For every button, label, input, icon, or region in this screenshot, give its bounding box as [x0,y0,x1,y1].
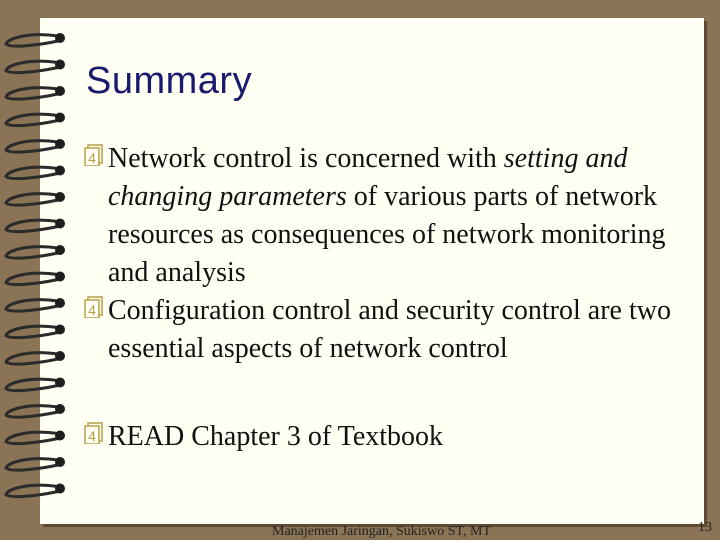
binding-ring [6,406,58,417]
binding-hole [55,219,65,229]
bullet-text-1-italic: setting and changing parameters [108,143,628,212]
bullet-item-1 [84,140,694,292]
binding-ring [6,88,58,99]
binding-hole [55,33,65,43]
binding-hole [55,272,65,282]
bullet-list [84,140,694,456]
binding-ring [6,353,58,364]
binding-ring [6,432,58,443]
binding-hole [55,404,65,414]
binding-hole [55,325,65,335]
binding-hole [55,60,65,70]
bullet-item-3 [84,418,694,456]
binding-hole [55,431,65,441]
numbered-box-icon [84,296,104,318]
binding-hole [55,139,65,149]
binding-hole [55,378,65,388]
binding-hole [55,351,65,361]
numbered-box-icon [84,144,104,166]
binding-ring [6,61,58,72]
page-number: 13 [698,520,712,535]
binding-ring [6,194,58,205]
binding-ring [6,220,58,231]
binding-ring [6,35,58,46]
bullet-text-1b: of various parts of network resources as consequences of network monitoring and analysis [108,181,666,288]
slide-title: Summary [86,60,253,102]
binding-ring [6,379,58,390]
binding-ring [6,273,58,284]
bullet-item-2 [84,292,694,368]
binding-hole [55,113,65,123]
binding-ring [6,141,58,152]
binding-hole [55,166,65,176]
svg-text:4: 4 [88,428,96,444]
binding-ring [6,167,58,178]
slide-footer: Manajemen Jaringan, Sukiswo ST, MT [272,524,492,539]
svg-text:4: 4 [88,302,96,318]
svg-text:4: 4 [88,150,96,166]
bullet-text-2: Configuration control and security control are two essential aspects of network control [108,295,671,364]
binding-hole [55,86,65,96]
binding-ring [6,300,58,311]
spiral-binding [0,0,80,540]
binding-hole [55,298,65,308]
binding-ring [6,459,58,470]
binding-ring [6,247,58,258]
binding-ring [6,114,58,125]
bullet-text-3: READ Chapter 3 of Textbook [108,421,444,452]
binding-ring [6,326,58,337]
binding-hole [55,457,65,467]
binding-hole [55,192,65,202]
binding-hole [55,484,65,494]
bullet-text-1a: Network control is concerned with [108,143,504,174]
binding-hole [55,245,65,255]
binding-ring [6,485,58,496]
numbered-box-icon [84,422,104,444]
